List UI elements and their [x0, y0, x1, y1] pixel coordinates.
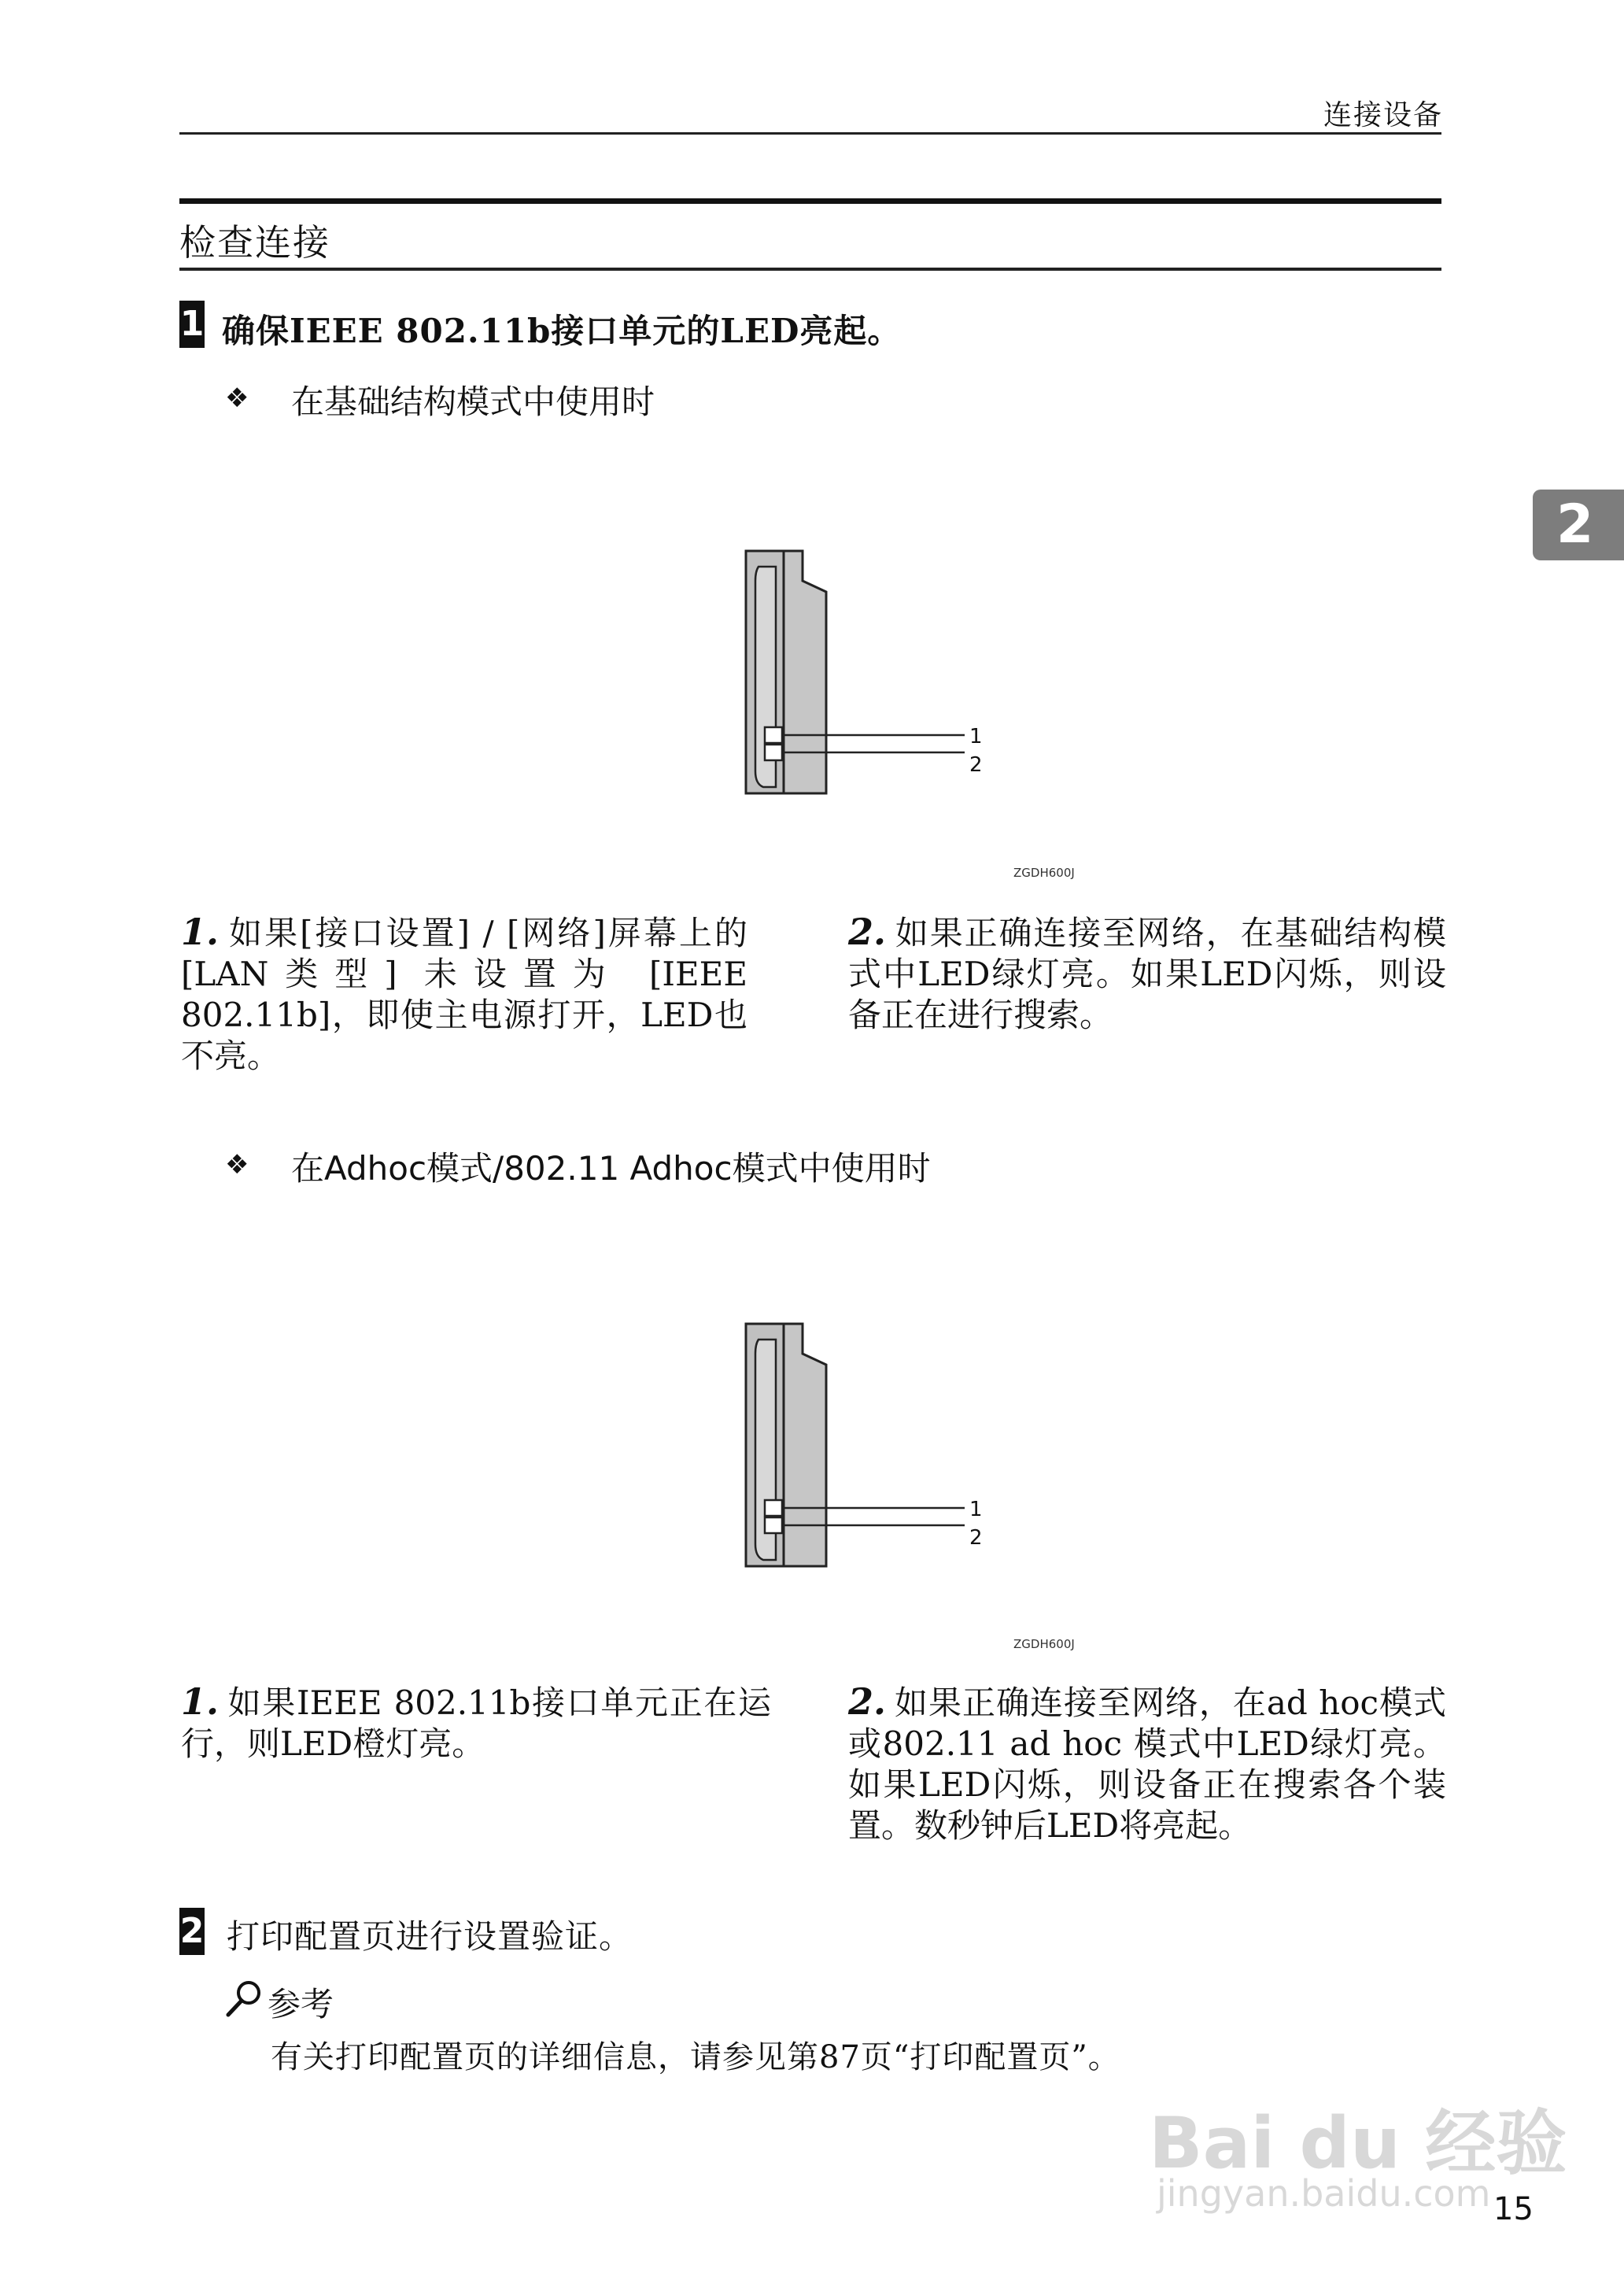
mode1-note-1-number: 1.	[181, 911, 220, 953]
magnifier-icon	[223, 1979, 264, 2020]
mode2-heading: 在Adhoc模式/802.11 Adhoc模式中使用时	[291, 1149, 931, 1188]
mode1-note-1	[181, 911, 747, 1077]
mode2-note-2	[848, 1681, 1446, 1846]
mode1-note-2-number: 2.	[848, 911, 887, 953]
step-1-text: 确保IEEE 802.11b接口单元的LED亮起。	[222, 312, 902, 350]
figure1-label-1: 1	[969, 725, 983, 748]
figure2-label-2: 2	[969, 1526, 983, 1550]
header-title: 连接设备	[1323, 99, 1443, 131]
mode2-note-1-number: 1.	[181, 1680, 220, 1723]
page-number: 15	[1493, 2191, 1534, 2227]
diamond-bullet-icon: ❖	[225, 1149, 249, 1181]
figure1-label-2: 2	[969, 753, 983, 777]
step-2-badge: 2	[179, 1908, 205, 1955]
led-1-icon	[765, 1500, 782, 1516]
mode2-note-1-text: 如果IEEE 802.11b接口单元正在运行，则LED橙灯亮。	[181, 1683, 771, 1763]
led-1-icon	[765, 727, 782, 743]
figure2-code: ZGDH600J	[1013, 1637, 1075, 1651]
interface-unit-figure-1	[732, 543, 1015, 811]
mode1-heading: 在基础结构模式中使用时	[291, 382, 655, 421]
reference-label: 参考	[268, 1985, 334, 2023]
mode2-note-2-number: 2.	[848, 1680, 887, 1723]
step-2-text: 打印配置页进行设置验证。	[227, 1917, 633, 1956]
mode1-note-1-text: 如果[接口设置] / [网络]屏幕上的[LAN类型] 未设置为 [IEEE 802.11b]，即使主电源打开，LED也不亮。	[181, 914, 747, 1075]
mode2-note-1	[181, 1681, 771, 1765]
chapter-tab: 2	[1533, 490, 1624, 560]
mode1-note-2-text: 如果正确连接至网络，在基础结构模式中LED绿灯亮。如果LED闪烁，则设备正在进行搜索。	[848, 914, 1446, 1034]
led-2-icon	[765, 1517, 782, 1533]
mode1-note-2	[848, 911, 1446, 1036]
section-title: 检查连接	[179, 221, 330, 264]
led-2-icon	[765, 745, 782, 760]
diamond-bullet-icon: ❖	[225, 382, 249, 414]
mode2-note-2-text: 如果正确连接至网络，在ad hoc模式或802.11 ad hoc 模式中LED绿灯亮。如果LED闪烁，则设备正在搜索各个装置。数秒钟后LED将亮起。	[848, 1683, 1446, 1845]
interface-unit-figure-2	[732, 1316, 1015, 1584]
watermark-url: jingyan.baidu.com	[1157, 2172, 1491, 2215]
reference-text: 有关打印配置页的详细信息，请参见第87页“打印配置页”。	[271, 2039, 1120, 2075]
step-1-badge: 1	[179, 301, 205, 348]
watermark-logo: Bai du 经验	[1149, 2102, 1567, 2185]
figure1-code: ZGDH600J	[1013, 866, 1075, 880]
section-rule-top	[179, 198, 1441, 204]
section-rule-bottom	[179, 268, 1441, 271]
figure2-label-1: 1	[969, 1498, 983, 1521]
header-rule	[179, 132, 1441, 135]
